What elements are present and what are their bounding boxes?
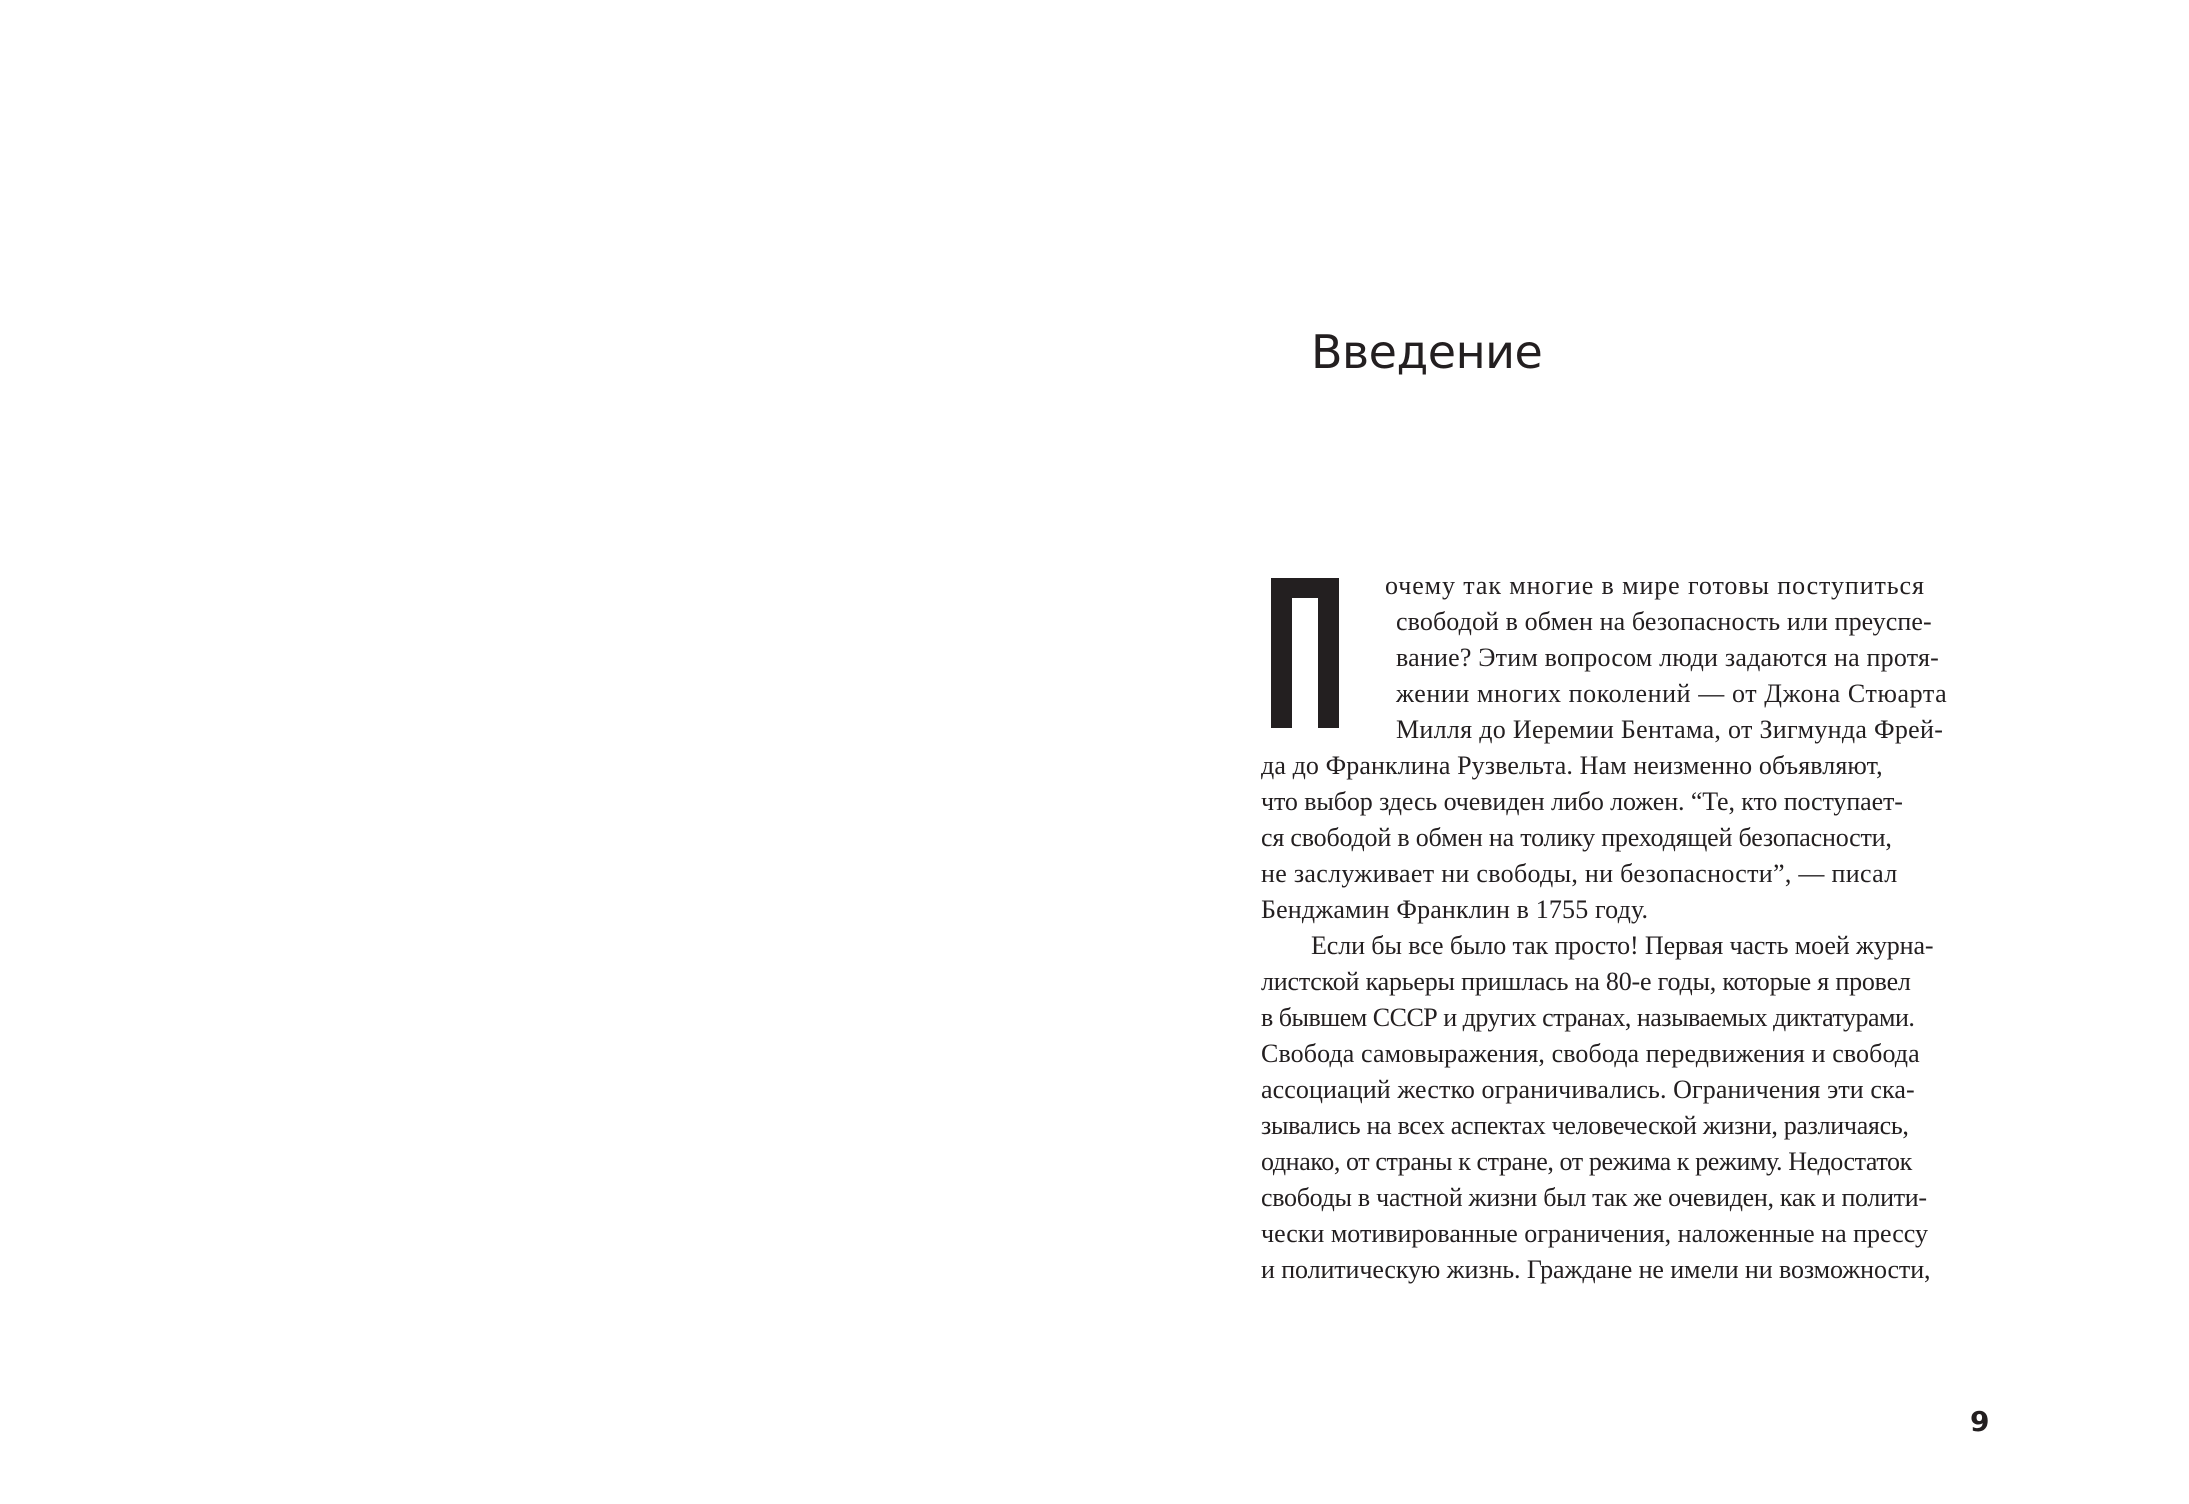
text-line: ся свободой в обмен на толику преходящей безопасности, [1261, 823, 1892, 852]
text-line: что выбор здесь очевиден либо ложен. “Те, кто поступает- [1261, 787, 1903, 816]
text-line: свободы в частной жизни был так же очевиден, как и полити- [1261, 1183, 1927, 1212]
text-line: Если бы все было так просто! Первая часть моей журна- [1311, 931, 1934, 960]
text-line: вание? Этим вопросом люди задаются на протя- [1396, 643, 1939, 672]
text-line: Милля до Иеремии Бентама, от Зигмунда Фрей- [1396, 715, 1944, 744]
text-line: и политическую жизнь. Граждане не имели ни возможности, [1261, 1255, 1931, 1284]
text-line: не заслуживает ни свободы, ни безопасности”, — писал [1261, 859, 1898, 888]
dropcap-stroke-right [1318, 578, 1339, 728]
text-line: Бенджамин Франклин в 1755 году. [1261, 895, 1649, 924]
text-line: очему так многие в мире готовы поступиться [1385, 571, 1925, 600]
left-page-blank [0, 0, 1094, 1504]
text-line: в бывшем СССР и других странах, называемых диктатурами. [1261, 1003, 1915, 1032]
text-line: однако, от страны к стране, от режима к режиму. Недостаток [1261, 1147, 1912, 1176]
page-number: 9 [1970, 1405, 1990, 1438]
dropcap-stroke-left [1271, 578, 1292, 728]
text-line: зывались на всех аспектах человеческой жизни, различаясь, [1261, 1111, 1909, 1140]
text-line: Свобода самовыражения, свобода передвижения и свобода [1261, 1039, 1920, 1068]
text-line: да до Франклина Рузвельта. Нам неизменно объявляют, [1261, 751, 1883, 780]
text-line: чески мотивированные ограничения, наложенные на прессу [1261, 1219, 1928, 1248]
chapter-title: Введение [1311, 325, 1543, 379]
text-line: жении многих поколений — от Джона Стюарта [1396, 679, 1948, 708]
text-line: ассоциаций жестко ограничивались. Ограничения эти ска- [1261, 1075, 1915, 1104]
text-line: свободой в обмен на безопасность или преуспе- [1396, 607, 1932, 636]
text-line: листской карьеры пришлась на 80-е годы, которые я провел [1261, 967, 1911, 996]
dropcap-letter [1271, 578, 1339, 728]
